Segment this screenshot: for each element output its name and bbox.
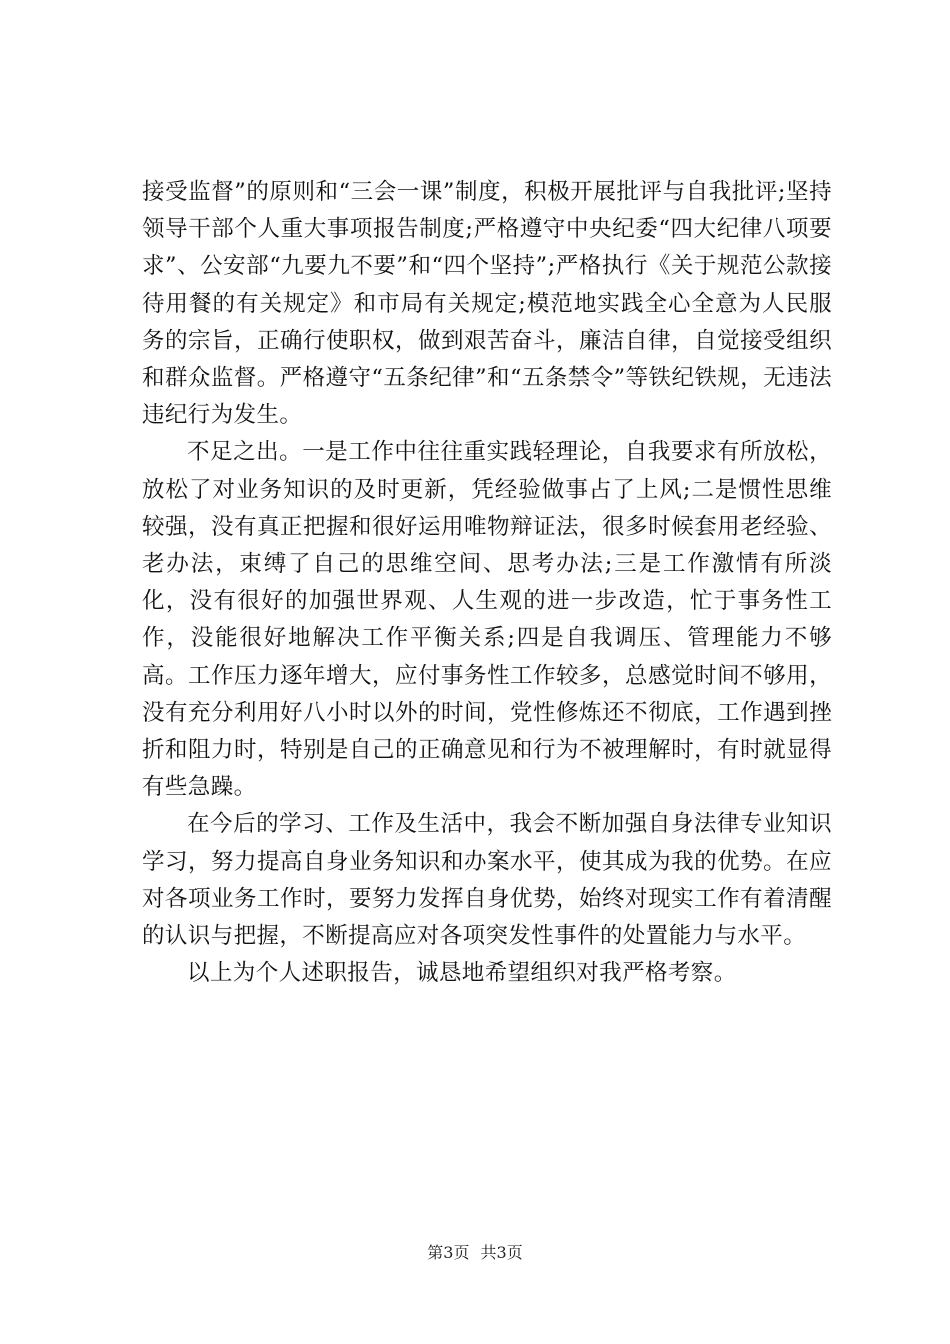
paragraph-discipline: 接受监督”的原则和“三会一课”制度，积极开展批评与自我批评;坚持领导干部个人重大事项报告制度;严格遵守中央纪委“四大纪律八项要求”、公安部“九要九不要”和“四个坚持”;严格执行《关于规范公款接待用餐的有关规定》和市局有关规定;模范地实践全心全意为人民服务的宗旨，正确行使职权，做到艰苦奋斗，廉洁自律，自觉接受组织和群众监督。严格遵守“五条纪律”和“五条禁令”等铁纪铁规，无违法违纪行为发生。 (142, 179, 833, 429)
page-total: 共3页 (480, 1243, 523, 1262)
paragraph-closing: 以上为个人述职报告，诚恳地希望组织对我严格考察。 (187, 960, 737, 987)
paragraph-future-plans: 在今后的学习、工作及生活中，我会不断加强自身法律专业知识学习，努力提高自身业务知识和办案水平，使其成为我的优势。在应对各项业务工作时，要努力发挥自身优势，始终对现实工作有着清醒的认识与把握，不断提高应对各项突发性事件的处置能力与水平。 (142, 811, 832, 950)
page-number: 第3页 (427, 1243, 470, 1262)
page-footer (0, 1243, 950, 1263)
document-body (142, 174, 832, 992)
paragraph-shortcomings: 不足之出。一是工作中往往重实践轻理论，自我要求有所放松，放松了对业务知识的及时更新，凭经验做事占了上风;二是惯性思维较强，没有真正把握和很好运用唯物辩证法，很多时候套用老经验、老办法，束缚了自己的思维空间、思考办法;三是工作激情有所淡化，没有很好的加强世界观、人生观的进一步改造，忙于事务性工作，没能很好地解决工作平衡关系;四是自我调压、管理能力不够高。工作压力逐年增大，应付事务性工作较多，总感觉时间不够用，没有充分利用好八小时以外的时间，党性修炼还不彻底，工作遇到挫折和阻力时，特别是自己的正确意见和行为不被理解时，有时就显得有些急躁。 (142, 439, 832, 801)
